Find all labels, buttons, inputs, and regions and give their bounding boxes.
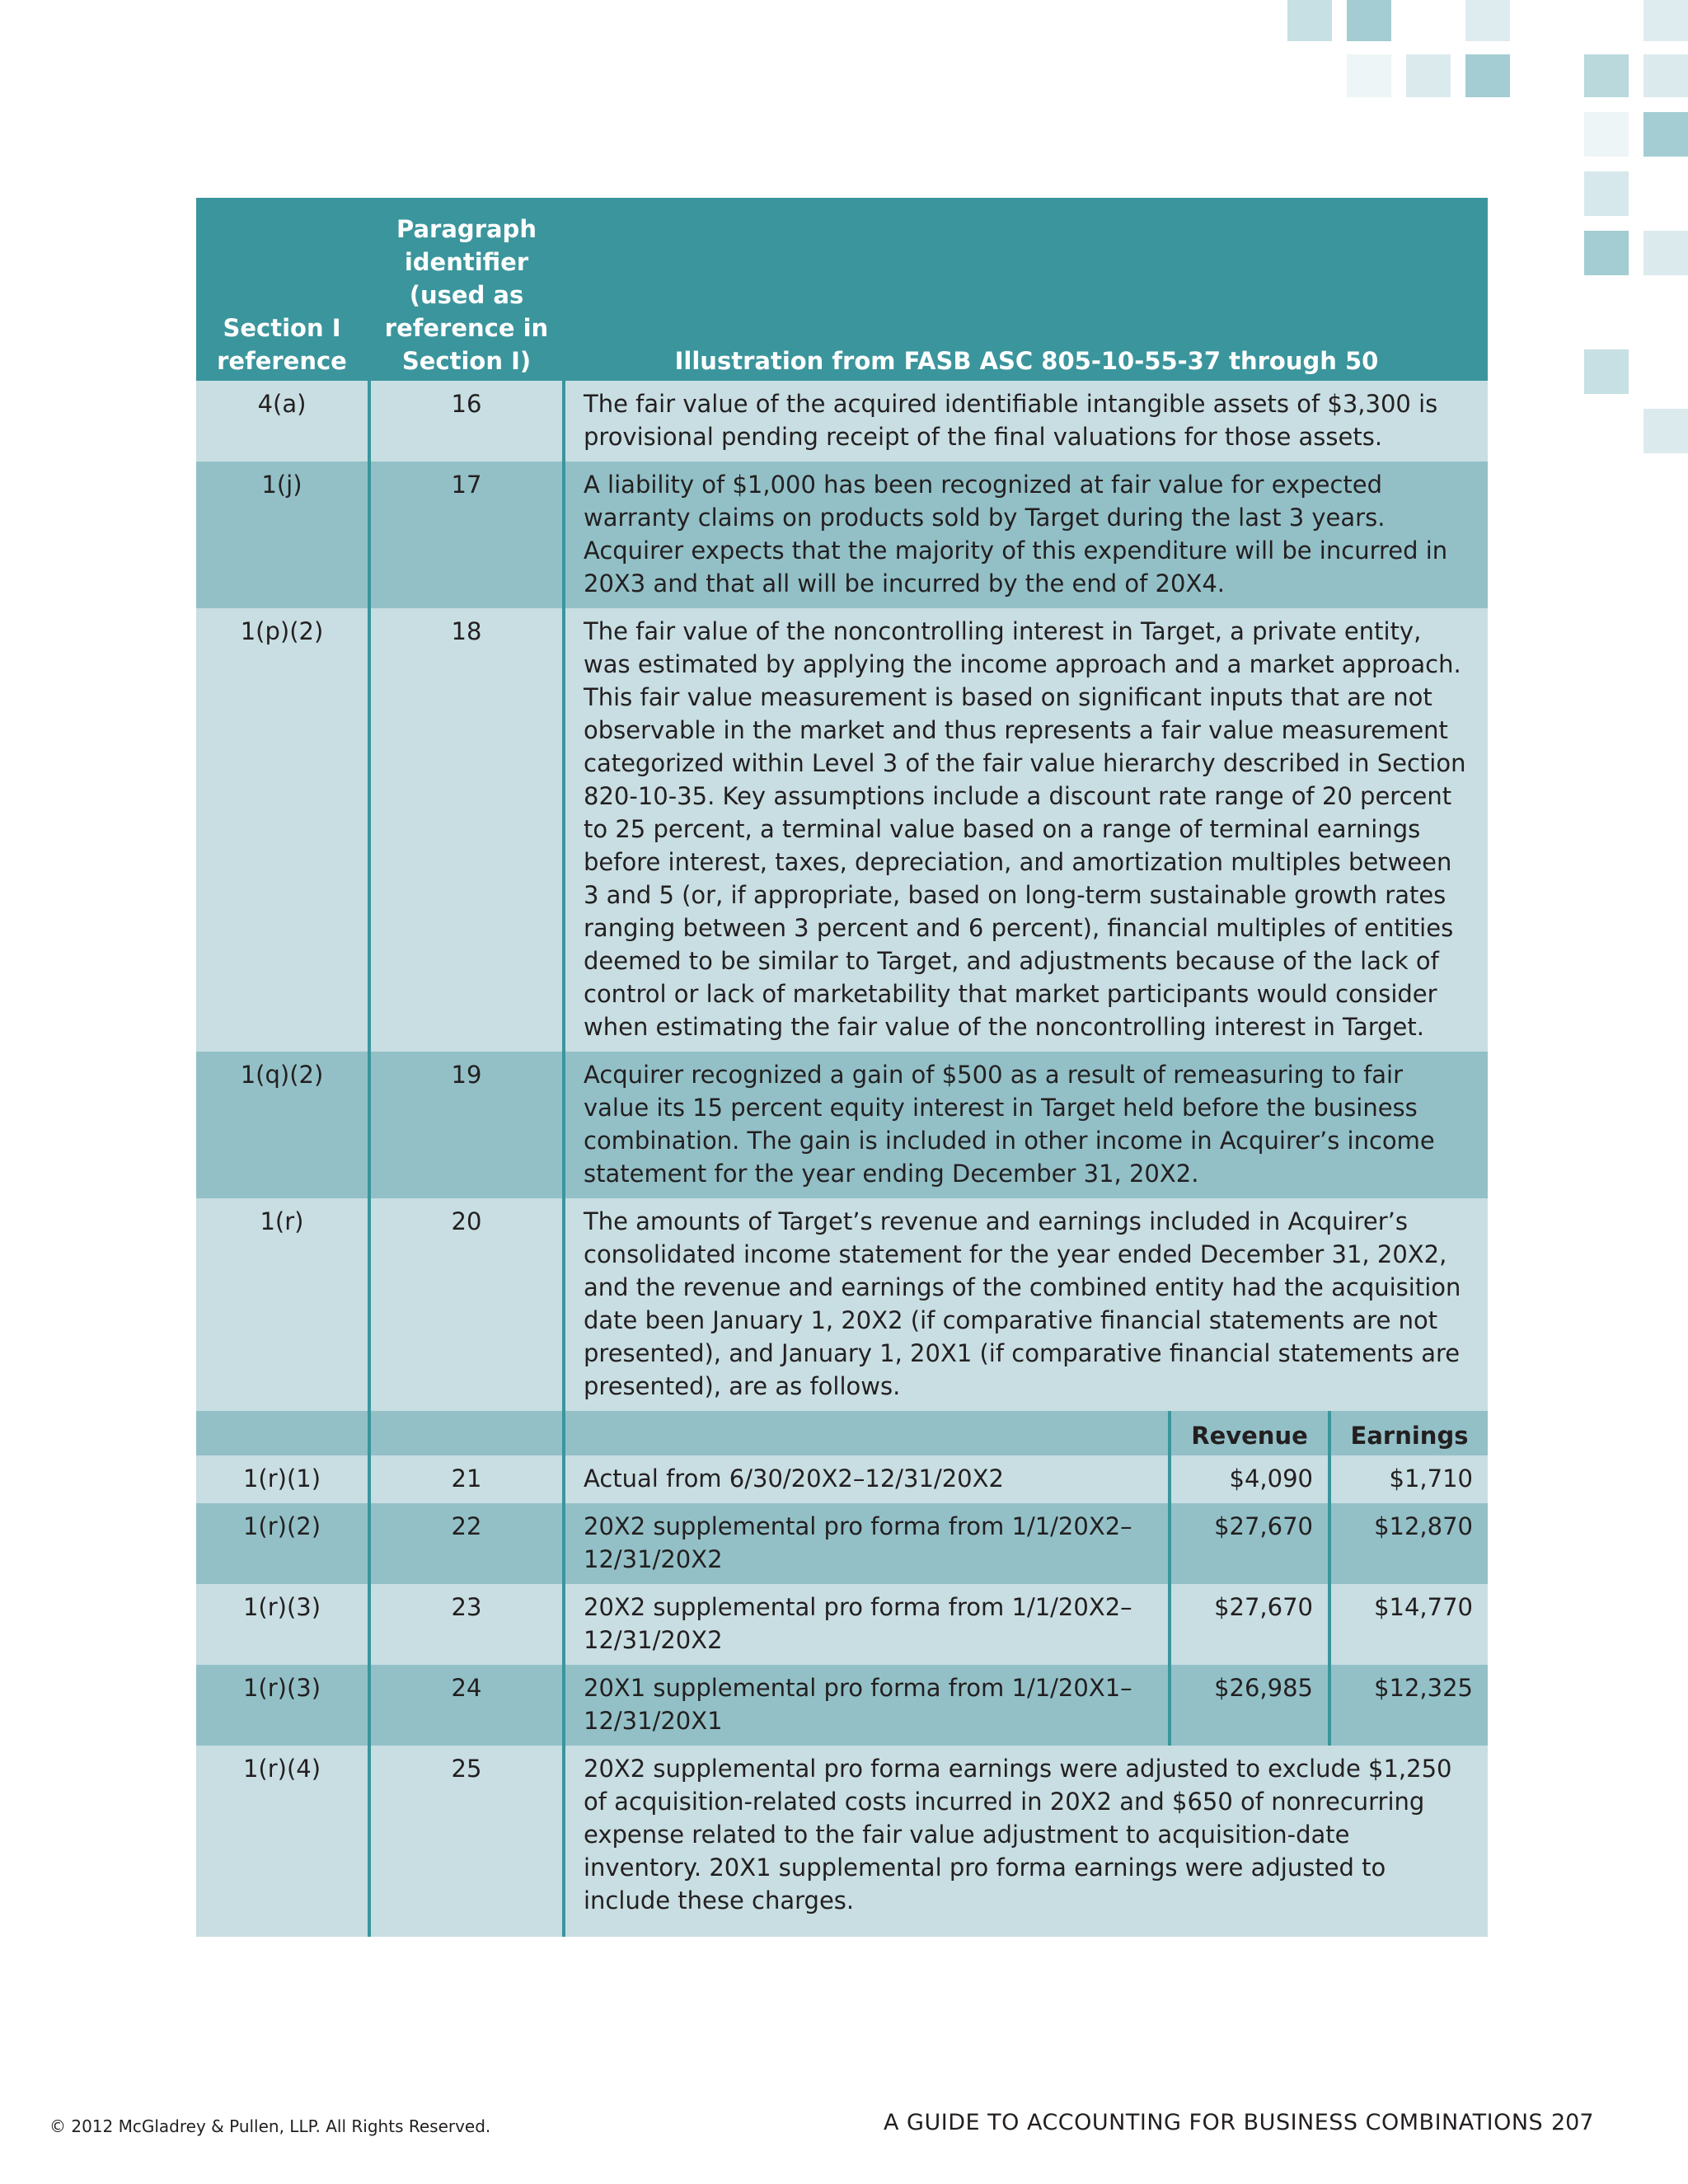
deco-square	[1643, 54, 1688, 97]
table-row	[196, 381, 1488, 462]
amount-row	[196, 1503, 1488, 1584]
row-para: 24	[369, 1665, 564, 1746]
amount-row	[196, 1455, 1488, 1503]
row-text: 20X2 supplemental pro forma from 1/1/20X2–12/31/20X2	[564, 1584, 1170, 1665]
deco-square	[1643, 0, 1688, 41]
table-header-row	[196, 198, 1488, 381]
row-text: 20X1 supplemental pro forma from 1/1/20X1–12/31/20X1	[564, 1665, 1170, 1746]
empty-cell	[564, 1411, 1170, 1455]
deco-square	[1643, 231, 1688, 275]
revenue-value: $26,985	[1170, 1665, 1329, 1746]
empty-cell	[196, 1411, 369, 1455]
earnings-header: Earnings	[1329, 1411, 1488, 1455]
row-para: 20	[369, 1198, 564, 1411]
table-row	[196, 1198, 1488, 1411]
row-text: The fair value of the acquired identifiable intangible assets of $3,300 is provisional pending receipt of the final valuations for those assets.	[564, 381, 1488, 462]
row-ref: 1(r)(2)	[196, 1503, 369, 1584]
row-text: Acquirer recognized a gain of $500 as a result of remeasuring to fair value its 15 percent equity interest in Target held before the business combination. The gain is included in other income in Acquirer’s income statement for the year ending December 31, 20X2.	[564, 1052, 1488, 1198]
row-para: 21	[369, 1455, 564, 1503]
deco-square	[1584, 349, 1629, 394]
row-ref: 4(a)	[196, 381, 369, 462]
table-row	[196, 462, 1488, 608]
amount-row	[196, 1584, 1488, 1665]
header-section-ref: Section I reference	[196, 198, 369, 381]
row-text: 20X2 supplemental pro forma from 1/1/20X2–12/31/20X2	[564, 1503, 1170, 1584]
deco-square	[1347, 0, 1391, 41]
revenue-value: $27,670	[1170, 1584, 1329, 1665]
deco-square	[1465, 54, 1510, 97]
row-ref: 1(r)(4)	[196, 1746, 369, 1937]
header-paragraph-id: Paragraph identifier (used as reference in Section I)	[369, 198, 564, 381]
deco-square	[1643, 409, 1688, 453]
earnings-value: $12,325	[1329, 1665, 1488, 1746]
disclosure-table	[196, 198, 1488, 1937]
earnings-value: $12,870	[1329, 1503, 1488, 1584]
row-para: 17	[369, 462, 564, 608]
row-para: 22	[369, 1503, 564, 1584]
deco-square	[1584, 112, 1629, 157]
row-text: Actual from 6/30/20X2–12/31/20X2	[564, 1455, 1170, 1503]
row-para: 19	[369, 1052, 564, 1198]
earnings-value: $1,710	[1329, 1455, 1488, 1503]
deco-square	[1584, 171, 1629, 216]
row-text: The fair value of the noncontrolling interest in Target, a private entity, was estimated by applying the income approach and a market approach. This fair value measurement is based on significant inputs that are not observable in the market and thus represents a fair value measurement categorized within Level 3 of the fair value hierarchy described in Section 820-10-35. Key assumptions include a discount rate range of 20 percent to 25 percent, a terminal value based on a range of terminal earnings before interest, taxes, depreciation, and amortization multiples between 3 and 5 (or, if appropriate, based on long-term sustainable growth rates ranging between 3 percent and 6 percent), financial multiples of entities deemed to be similar to Target, and adjustments because of the lack of control or lack of marketability that market participants would consider when estimating the fair value of the noncontrolling interest in Target.	[564, 608, 1488, 1052]
row-ref: 1(r)(3)	[196, 1584, 369, 1665]
table-row	[196, 1052, 1488, 1198]
page-number: 207	[1551, 2110, 1594, 2135]
deco-square	[1465, 0, 1510, 41]
copyright-text: © 2012 McGladrey & Pullen, LLP. All Rights Reserved.	[49, 2116, 491, 2136]
deco-square	[1347, 54, 1391, 97]
table-row	[196, 1746, 1488, 1937]
amount-header-row	[196, 1411, 1488, 1455]
row-para: 18	[369, 608, 564, 1052]
deco-square	[1287, 0, 1332, 41]
revenue-value: $4,090	[1170, 1455, 1329, 1503]
row-ref: 1(r)(1)	[196, 1455, 369, 1503]
row-para: 25	[369, 1746, 564, 1937]
deco-square	[1584, 54, 1629, 97]
deco-square	[1584, 231, 1629, 275]
header-illustration: Illustration from FASB ASC 805-10-55-37 through 50	[564, 198, 1488, 381]
row-ref: 1(q)(2)	[196, 1052, 369, 1198]
empty-cell	[369, 1411, 564, 1455]
row-para: 16	[369, 381, 564, 462]
row-ref: 1(r)(3)	[196, 1665, 369, 1746]
row-text: A liability of $1,000 has been recognized at fair value for expected warranty claims on products sold by Target during the last 3 years. Acquirer expects that the majority of this expenditure will be incurred in 20X3 and that all will be incurred by the end of 20X4.	[564, 462, 1488, 608]
revenue-header: Revenue	[1170, 1411, 1329, 1455]
revenue-value: $27,670	[1170, 1503, 1329, 1584]
earnings-value: $14,770	[1329, 1584, 1488, 1665]
row-text: 20X2 supplemental pro forma earnings were adjusted to exclude $1,250 of acquisition-related costs incurred in 20X2 and $650 of nonrecurring expense related to the fair value adjustment to acquisition-date inventory. 20X1 supplemental pro forma earnings were adjusted to include these charges.	[564, 1746, 1488, 1937]
row-para: 23	[369, 1584, 564, 1665]
row-ref: 1(j)	[196, 462, 369, 608]
deco-square	[1643, 112, 1688, 157]
guide-title: A GUIDE TO ACCOUNTING FOR BUSINESS COMBINATIONS	[884, 2110, 1544, 2135]
amount-row	[196, 1665, 1488, 1746]
row-text: The amounts of Target’s revenue and earnings included in Acquirer’s consolidated income statement for the year ended December 31, 20X2, and the revenue and earnings of the combined entity had the acquisition date been January 1, 20X2 (if comparative financial statements are not presented), and January 1, 20X1 (if comparative financial statements are presented), are as follows.	[564, 1198, 1488, 1411]
deco-square	[1406, 54, 1451, 97]
row-ref: 1(r)	[196, 1198, 369, 1411]
table-row	[196, 608, 1488, 1052]
row-ref: 1(p)(2)	[196, 608, 369, 1052]
